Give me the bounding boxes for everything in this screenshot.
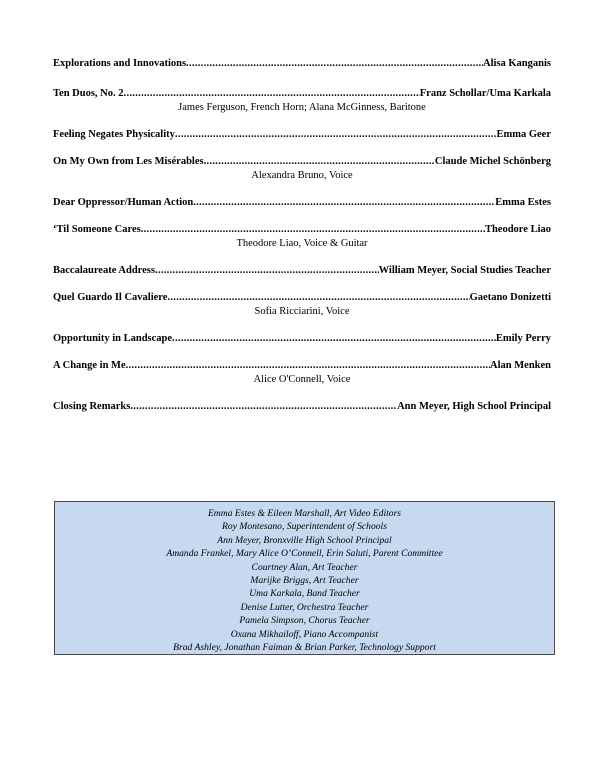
credit-line: Amanda Frankel, Mary Alice O’Connell, Erin Saluti, Parent Committee (166, 548, 443, 560)
dot-leader (186, 57, 483, 71)
program-entry (53, 264, 551, 278)
entry-artist: Franz Schollar/Uma Karkala (419, 88, 551, 99)
entry-title: Closing Remarks (53, 401, 131, 412)
program-entry (53, 291, 551, 319)
dot-leader (124, 87, 420, 101)
program-entry (53, 400, 551, 414)
entry-performer: James Ferguson, French Horn; Alana McGinness, Baritone (178, 102, 426, 113)
dot-leader (193, 196, 495, 210)
entry-performer: Alice O'Connell, Voice (253, 374, 351, 385)
entry-line (53, 128, 551, 142)
entry-artist: Claude Michel Schönberg (434, 156, 551, 167)
entry-artist: Gaetano Donizetti (469, 292, 551, 303)
entry-line (53, 332, 551, 346)
credit-line: Oxana Mikhailoff, Piano Accompanist (230, 628, 379, 640)
entry-title: Quel Guardo Il Cavaliere (53, 292, 168, 303)
entry-line (53, 400, 551, 414)
entry-performer: Theodore Liao, Voice & Guitar (236, 238, 368, 249)
program-entry (53, 359, 551, 387)
credit-line: Roy Montesano, Superintendent of Schools (222, 521, 387, 533)
entry-line (53, 57, 551, 71)
entry-line (53, 87, 551, 101)
credits-box (54, 501, 555, 655)
program-entry (53, 128, 551, 142)
entry-performer: Alexandra Bruno, Voice (251, 170, 353, 181)
entry-artist: Alisa Kanganis (483, 58, 551, 69)
program-entry (53, 87, 551, 115)
entry-title: Explorations and Innovations (53, 58, 187, 69)
credit-line: Marijke Briggs, Art Teacher (250, 575, 359, 587)
entry-title: Baccalaureate Address (53, 265, 155, 276)
entry-line (53, 155, 551, 169)
program-list (53, 57, 551, 414)
credit-line: Pamela Simpson, Chorus Teacher (239, 615, 370, 627)
credit-line: Brad Ashley, Jonathan Faiman & Brian Parker, Technology Support (173, 642, 436, 654)
dot-leader (155, 264, 379, 278)
dot-leader (175, 128, 497, 142)
entry-artist: Emily Perry (495, 333, 551, 344)
entry-line (53, 264, 551, 278)
dot-leader (141, 223, 485, 237)
entry-title: A Change in Me (53, 360, 126, 371)
credit-line: Denise Lutter, Orchestra Teacher (240, 601, 369, 613)
entry-artist: William Meyer, Social Studies Teacher (378, 265, 551, 276)
entry-line (53, 291, 551, 305)
entry-title: Opportunity in Landscape (53, 333, 173, 344)
program-entry (53, 155, 551, 183)
entry-artist: Ann Meyer, High School Principal (397, 401, 551, 412)
entry-artist: Emma Geer (496, 129, 551, 140)
entry-line (53, 359, 551, 373)
entry-title: Dear Oppressor/Human Action (53, 197, 194, 208)
dot-leader (130, 400, 397, 414)
program-entry (53, 223, 551, 251)
program-entry (53, 332, 551, 346)
entry-performer: Sofia Ricciarini, Voice (254, 306, 350, 317)
entry-title: ‘Til Someone Cares (53, 224, 141, 235)
entry-line (53, 196, 551, 210)
credit-line: Emma Estes & Eileen Marshall, Art Video Editors (207, 508, 402, 519)
program-entry (53, 57, 551, 71)
credit-line: Uma Karkala, Band Teacher (249, 588, 360, 600)
entry-title: Ten Duos, No. 2 (53, 88, 124, 99)
program-entry (53, 196, 551, 210)
entry-title: On My Own from Les Misérables (53, 156, 204, 167)
entry-line (53, 223, 551, 237)
dot-leader (167, 291, 469, 305)
entry-artist: Alan Menken (490, 360, 551, 371)
credit-line: Ann Meyer, Bronxville High School Principal (217, 534, 392, 546)
dot-leader (126, 359, 490, 373)
entry-artist: Theodore Liao (484, 224, 551, 235)
dot-leader (204, 155, 435, 169)
credit-line: Courtney Alan, Art Teacher (251, 561, 358, 573)
entry-title: Feeling Negates Physicality (53, 129, 175, 140)
dot-leader (172, 332, 496, 346)
entry-artist: Emma Estes (495, 197, 551, 208)
